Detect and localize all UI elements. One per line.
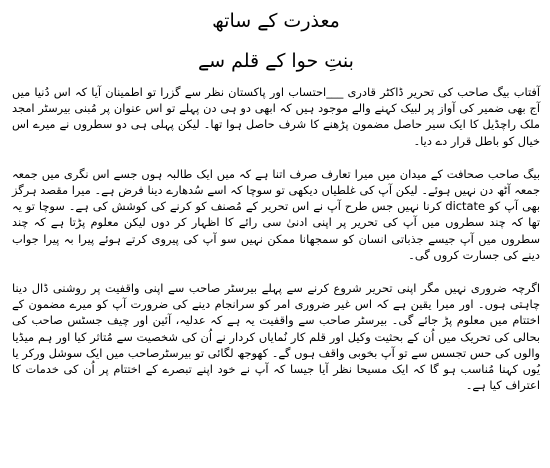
article-title: معذرت کے ساتھ [212, 10, 340, 32]
paragraph-3: اگرچہ ضروری نہیں مگر اپنی تحریر شروع کرنے سے پہلے بیرسٹر صاحب سے اپنی واقفیت پر روشنی ڈال دینا چاہتی ہوں۔ اور میرا یقین ہے کہ اس غیر ضروری امر کو سرانجام دینے کی ضرورت آپ کو میرے مضمون کے اختتام میں معلوم پڑ جائے گی۔ بیرسٹر صاحب سے واقفیت یہ ہے کہ عدلیہ، آئین اور چیف جسٹس صاحب کی بحالی کی تحریک میں اُن کے بحثیت وکیل اور قلم کار نُمایاں کردار نے اُن کی شخصیت سے مُتاثر کیا اور ہم میڈیا والوں کی حس تجسس سے تو آپ بخوبی واقف ہوں گے۔ کھوجھ لگائی تو بیرسٹرصاحب میں ایک سوشل ورکر یا یُوں کہنا مُناسب ہو گا کہ ایک مسیحا نظر آیا جیسا کہ آپ نے خود اپنے تبصرے کے اختتام پر اُن کی خدمات کا اعتراف کیا ہے۔ [12, 281, 540, 393]
article-byline: بنتِ حوا کے قلم سے [198, 50, 354, 72]
paragraph-1: آفتاب بیگ صاحب کی تحریر ڈاکٹر قادری ___احتساب اور پاکستان نظر سے گزرا تو اطمینان آیا کہ اس دُنیا میں آج بھی ضمیر کی آواز پر لبیک کہنے والے موجود ہیں کہ ابھی دو ہی دن پہلے تو اس عنوان پر مُبنی بیرسٹر امجد ملک راچڈیل کا ایک سیر حاصل مضمون پڑھنے کا شرف حاصل ہوا تھا۔ لیکن پہلی ہی دو سطروں نے میرے اس خیال کو باطل قرار دے دیا۔ [12, 85, 540, 148]
paragraph-2: بیگ صاحب صحافت کے میدان میں میرا تعارف صرف اتنا ہے کہ میں ایک طالبہ ہوں جسے اس نگری میں جمعہ جمعہ آٹھ دن نہیں ہوئے۔ لیکن آپ کی غلطیاں دیکھی تو سوچا کہ اسے سُدھارے دینا فرض ہے۔ میرا مقصد ہرگز بھی آپ کو dictate کرنا نہیں جس طرح آپ نے اس تحریر کے مُصنف کو کرنے کی کوشش کی ہے۔ سوچا تو یہ تھا کہ چند سطروں میں آپ کی تحریر پر اپنی ادنیٰ سی رائے کا اظہار کر دوں لیکن معلوم پڑتا ہے کہ چند سطروں میں آپ جیسے جذباتی انسان کو سمجھانا ممکن نہیں سو آپ کی پیروی کرتے ہوئے پیرا بہ پیرا جواب دینے کی جسارت کروں گی۔ [12, 166, 540, 262]
